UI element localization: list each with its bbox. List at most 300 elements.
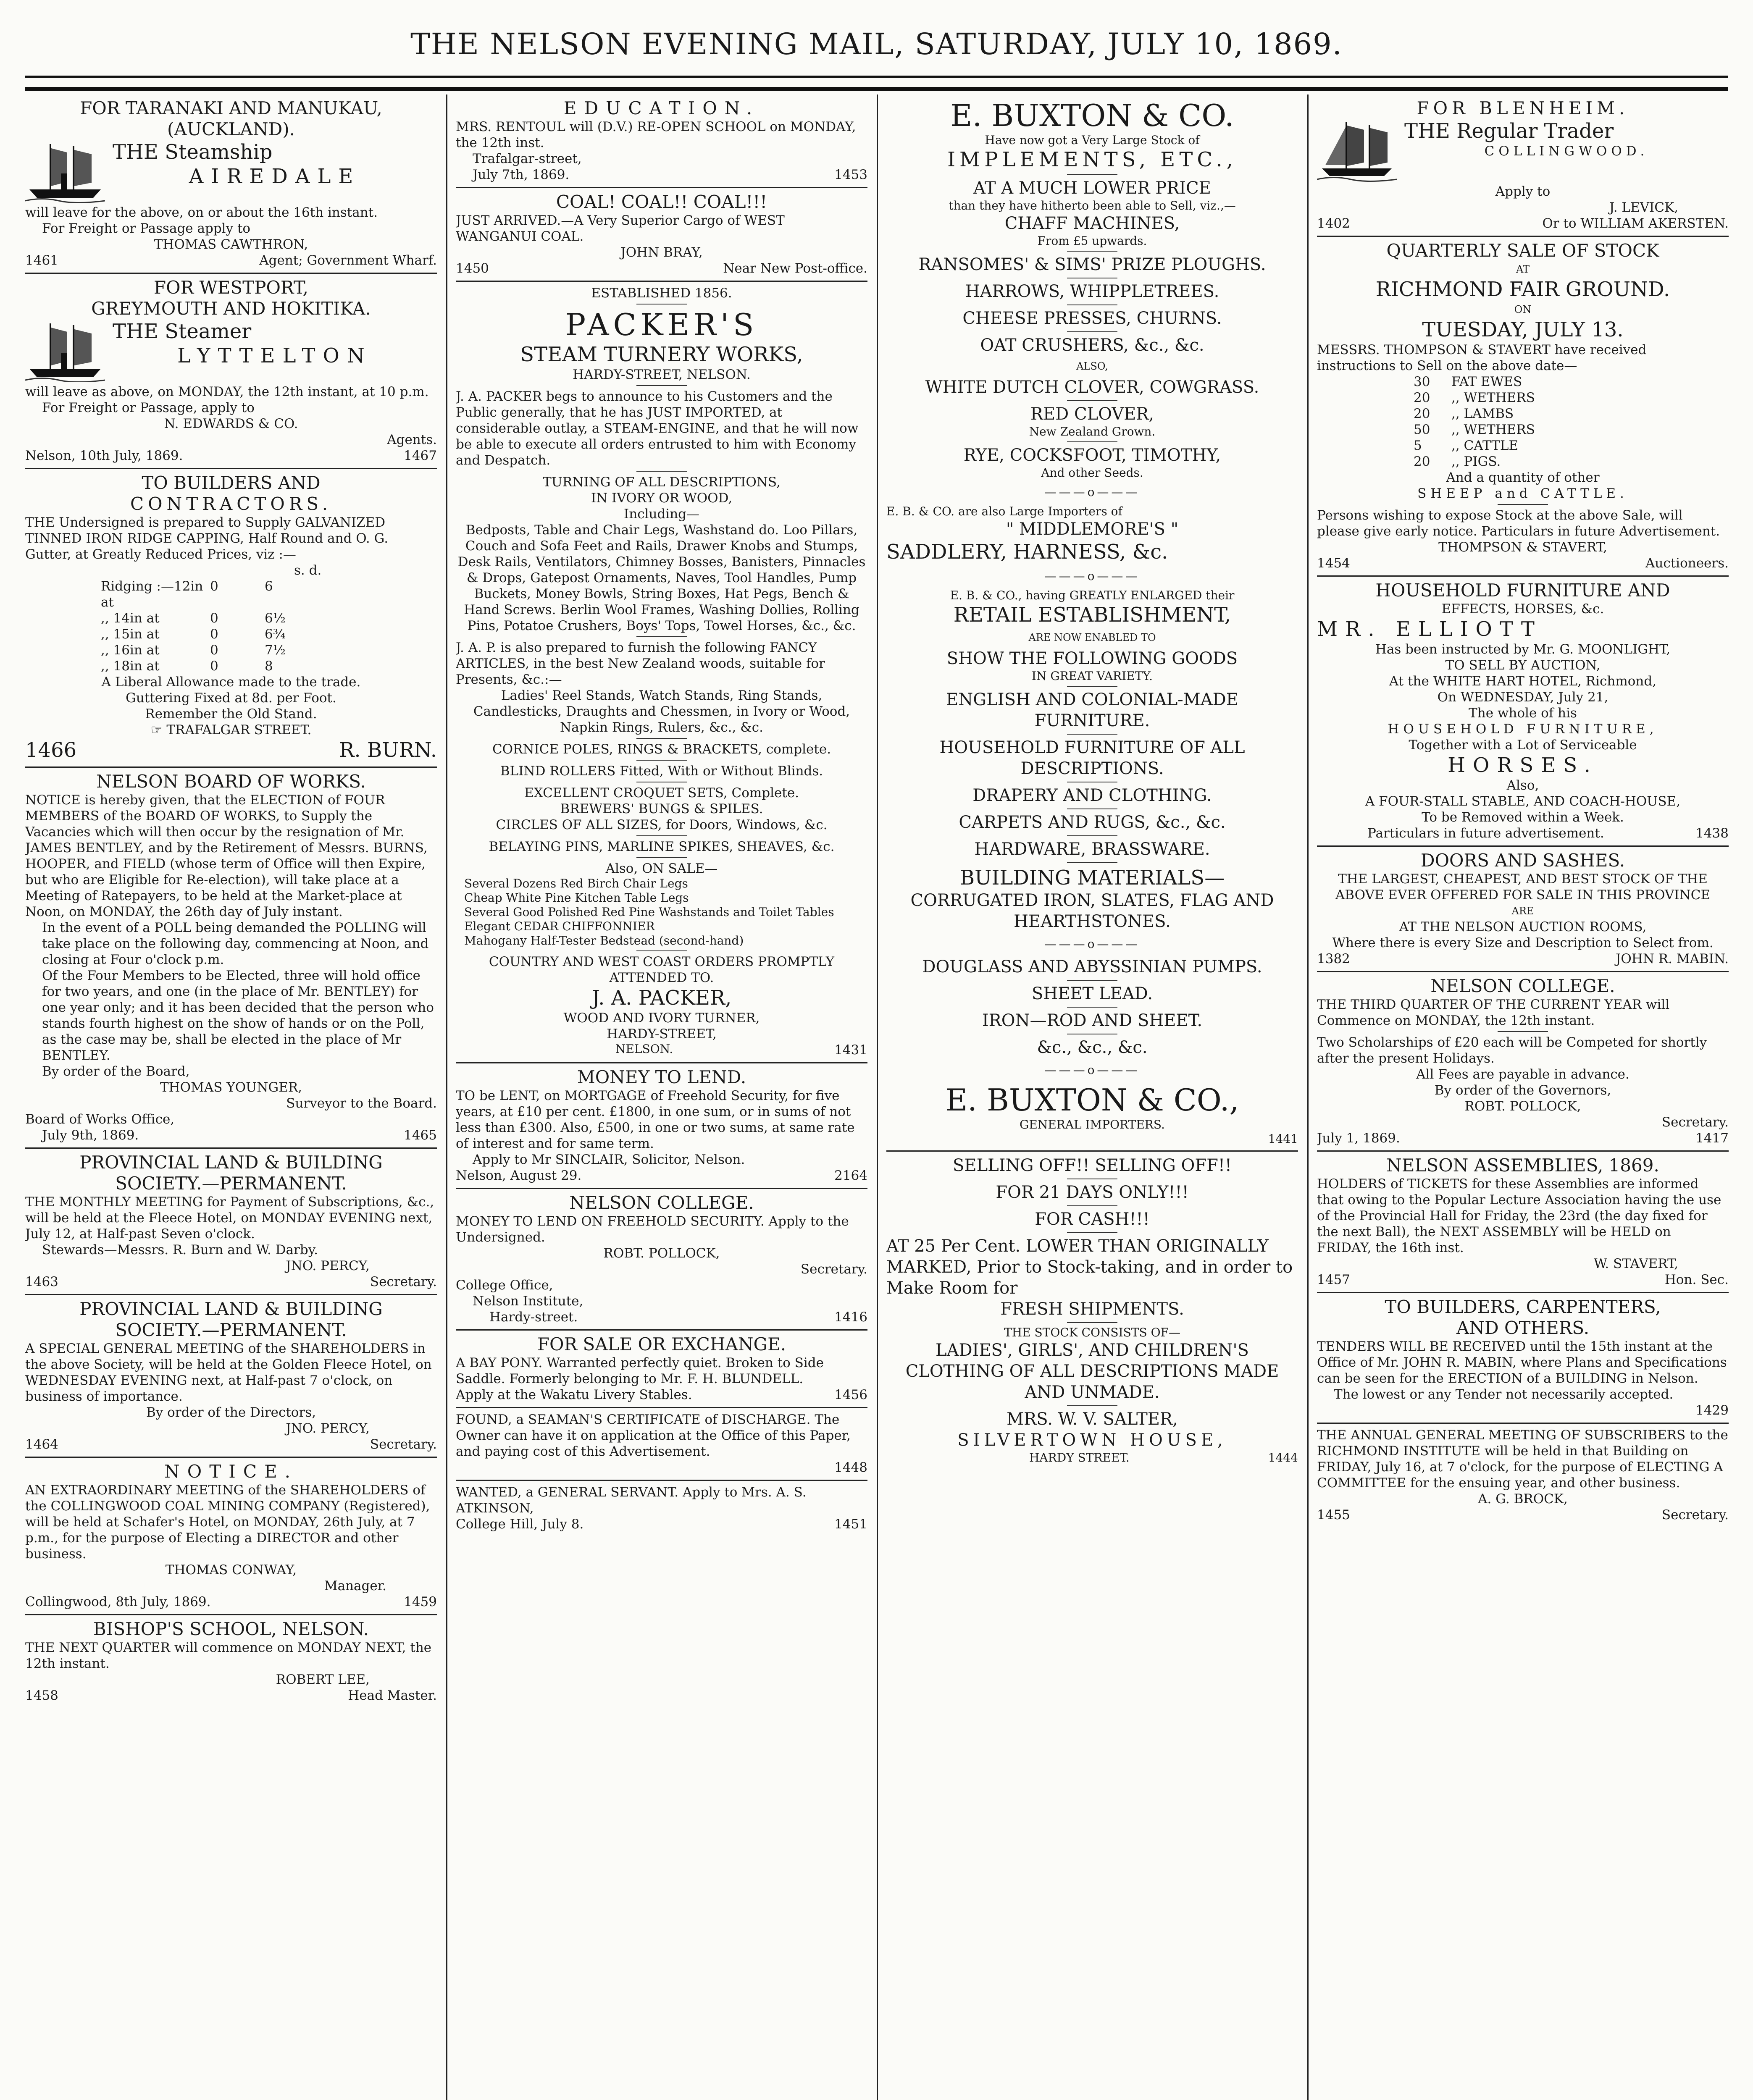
- signatory-title: Secretary.: [370, 1437, 437, 1452]
- ad-number: 1454: [1317, 556, 1350, 571]
- ornament: ———o———: [1044, 485, 1140, 499]
- stock-kind: ,, WETHERS: [1451, 422, 1535, 437]
- stock-count: 50: [1414, 422, 1430, 437]
- ship-name: COLLINGWOOD.: [1484, 144, 1649, 159]
- signatory-name: JNO. PERCY,: [286, 1258, 370, 1273]
- ad-heading: BISHOP'S SCHOOL, NELSON.: [93, 1619, 369, 1639]
- ad-line: IN GREAT VARIETY.: [1031, 669, 1153, 683]
- signatory-title: Secretary.: [1661, 1115, 1729, 1130]
- advertiser-name: JOHN R. MABIN.: [1615, 951, 1729, 966]
- ad-body: Persons wishing to expose Stock at the above Sale, will please give early notice. Particulars in future Advertisement.: [1317, 508, 1720, 539]
- column-divider: [446, 94, 447, 2100]
- price-row: [101, 610, 437, 626]
- stock-kind: FAT EWES: [1451, 374, 1522, 389]
- ad-subheading: EFFECTS, HORSES, &c.: [1441, 601, 1604, 617]
- price-row: [101, 626, 437, 642]
- ad-body: NOTICE is hereby given, that the ELECTION of FOUR MEMBERS of the BOARD OF WORKS, to Supply the Vacancies which will then occur by the resignation of Mr. JAMES BENTLEY, and by the Retirement of Messrs. BURNS, HOOPER, and FIELD (whose term of Office will then Expire, but who are Eligible for Re-election), will take place at a Meeting of Ratepayers, to be held at the Market-place at Noon, on MONDAY, the 26th day of July instant.: [25, 793, 428, 919]
- divider: [636, 636, 687, 637]
- sale-list: Several Dozens Red Birch Chair Legs Cheap White Pine Kitchen Table Legs Several Good Polished Red Pine Washstands and Toilet Tables Elegant CEDAR CHIFFONNIER Mahogany Half-Tester Bedstead (second-hand): [464, 877, 834, 948]
- ad-body: AT 25 Per Cent. LOWER THAN ORIGINALLY MARKED, Prior to Stock-taking, and in order to Make Room for: [886, 1236, 1293, 1298]
- ad-body: THE ANNUAL GENERAL MEETING OF SUBSCRIBERS to the RICHMOND INSTITUTE will be held in that Building on FRIDAY, July 16, at 7 o'clock, for the purpose of ELECTING A COMMITTEE for the ensuing year, and other business.: [1317, 1428, 1728, 1491]
- price-cell: 8: [265, 659, 273, 674]
- address: Hardy-street.: [489, 1310, 578, 1325]
- ad-line: THE Steamship: [113, 140, 273, 164]
- address: College Office,: [456, 1278, 553, 1293]
- ad-body: Has been instructed by Mr. G. MOONLIGHT,: [1375, 642, 1671, 657]
- ad-heading: EDUCATION.: [563, 98, 760, 118]
- stock-row: [1317, 374, 1729, 390]
- ad-body: FOUND, a SEAMAN'S CERTIFICATE of DISCHARGE. The Owner can have it on application at the Office of this Paper, and paying cost of this Advertisement.: [456, 1412, 851, 1459]
- ad-heading: DOORS AND SASHES.: [1420, 850, 1625, 871]
- ad-number: 1456: [834, 1387, 867, 1402]
- product-line: BELAYING PINS, MARLINE SPIKES, SHEAVES, &c.: [489, 839, 835, 854]
- ad-number: 1431: [834, 1042, 867, 1058]
- ad-bishops-school: [25, 1615, 437, 1708]
- ad-line: The whole of his: [1469, 706, 1577, 721]
- ad-body: In the event of a POLL being demanded the POLLING will take place on the following day, commencing at Noon, and closing at Four o'clock p.m.: [42, 920, 429, 967]
- ad-body: THE Undersigned is prepared to Supply GALVANIZED TINNED IRON RIDGE CAPPING, Half Round and O. G. Gutter, at Greatly Reduced Prices, viz :—: [25, 515, 389, 562]
- ad-heading: NOTICE.: [164, 1461, 298, 1482]
- pointing-hand-icon: ☞: [150, 722, 167, 738]
- ad-line: AT A MUCH LOWER PRICE: [973, 178, 1211, 198]
- ad-number: 1441: [1268, 1132, 1298, 1146]
- ship-name: LYTTELTON: [177, 344, 372, 368]
- ad-line: than they have hitherto been able to Sell, viz.,—: [949, 199, 1236, 213]
- divider: [636, 385, 687, 386]
- business-subtitle: STEAM TURNERY WORKS,: [520, 343, 803, 366]
- product-line: CIRCLES OF ALL SIZES, for Doors, Windows, &c.: [496, 817, 828, 832]
- divider: [1067, 441, 1117, 442]
- stock-list: [1317, 374, 1729, 470]
- ad-body: MRS. RENTOUL will (D.V.) RE-OPEN SCHOOL on MONDAY, the 12th inst.: [456, 119, 856, 150]
- address: Trafalgar-street,: [473, 151, 582, 166]
- ad-body: A BAY PONY. Warranted perfectly quiet. Broken to Side Saddle. Formerly belonging to Mr. F. H. BLUNDELL.: [456, 1355, 824, 1386]
- ad-number: 1382: [1317, 951, 1350, 966]
- divider: [1067, 251, 1117, 252]
- business-name: E. BUXTON & CO.: [950, 98, 1234, 133]
- ad-number: 1448: [834, 1460, 867, 1475]
- stock-kind: ,, CATTLE: [1451, 438, 1519, 453]
- ad-nelson-college-loan: [456, 1189, 867, 1331]
- ad-line: Together with a Lot of Serviceable: [1409, 738, 1637, 753]
- product-line: SHEET LEAD.: [1031, 984, 1153, 1003]
- product-note: From £5 upwards.: [1037, 234, 1147, 248]
- advertiser-name: MRS. W. V. SALTER,: [1007, 1410, 1178, 1429]
- stock-row: [1317, 438, 1729, 454]
- price-cell: 0: [210, 579, 218, 594]
- ad-body: will leave for the above, on or about the 16th instant.: [25, 205, 378, 220]
- product-line: CHEESE PRESSES, CHURNS.: [962, 309, 1222, 328]
- ad-number: 2164: [834, 1168, 867, 1183]
- divider: [1067, 174, 1117, 175]
- ad-number: 1461: [25, 253, 58, 268]
- ad-line: And a quantity of other: [1446, 470, 1600, 485]
- product-line: CORNICE POLES, RINGS & BRACKETS, complete.: [492, 742, 831, 757]
- divider: [1067, 331, 1117, 332]
- divider: [636, 857, 687, 858]
- advertiser-name: R. BURN.: [339, 738, 437, 762]
- ad-body: THE THIRD QUARTER OF THE CURRENT YEAR will Commence on MONDAY, the 12th instant.: [1317, 997, 1670, 1028]
- ad-number: 1444: [1268, 1451, 1298, 1465]
- price-cell: ,, 16in at: [101, 643, 160, 658]
- divider: [1067, 400, 1117, 401]
- price-cell: 6: [265, 579, 273, 594]
- address: NELSON.: [615, 1042, 673, 1056]
- sailing-ship-icon: [1317, 119, 1397, 182]
- signatory-title: Secretary.: [1661, 1507, 1729, 1522]
- product-note: New Zealand Grown.: [1029, 425, 1156, 438]
- ad-heading: FOR TARANAKI AND MANUKAU,: [80, 98, 382, 118]
- ad-heading: MONEY TO LEND.: [577, 1067, 746, 1087]
- ad-line: AT: [1516, 263, 1530, 275]
- product-line: CORRUGATED IRON, SLATES, FLAG AND HEARTHSTONES.: [910, 891, 1274, 931]
- ad-number: 1450: [456, 261, 489, 276]
- ad-coal: [456, 188, 867, 282]
- ad-date: July 9th, 1869.: [42, 1128, 139, 1143]
- product-line: OAT CRUSHERS, &c., &c.: [980, 336, 1204, 355]
- ad-heading: HOUSEHOLD FURNITURE AND: [1375, 580, 1670, 601]
- ad-line: A Liberal Allowance made to the trade.: [101, 675, 361, 690]
- product-line: CARPETS AND RUGS, &c., &c.: [959, 813, 1226, 832]
- ad-subheading: SOCIETY.—PERMANENT.: [115, 1173, 347, 1194]
- ad-line: At the WHITE HART HOTEL, Richmond,: [1389, 674, 1657, 689]
- price-cell: 0: [210, 643, 218, 658]
- stock-count: 20: [1414, 454, 1430, 469]
- agent-name: N. EDWARDS & CO.: [164, 416, 298, 431]
- ad-pony-sale: [456, 1331, 867, 1408]
- signatory-title: Secretary.: [800, 1262, 867, 1277]
- ad-line: Board of Works Office,: [25, 1112, 175, 1127]
- ad-heading: TO BUILDERS AND: [142, 472, 321, 493]
- stock-count: 30: [1414, 374, 1430, 389]
- ship-name: AIREDALE: [189, 165, 361, 188]
- ad-heading: SELLING OFF!! SELLING OFF!!: [952, 1156, 1232, 1175]
- business-name: E. BUXTON & CO.,: [945, 1082, 1239, 1118]
- column-3: [886, 94, 1298, 2100]
- address: TRAFALGAR STREET.: [166, 722, 312, 738]
- ad-number: 1416: [834, 1310, 867, 1325]
- ad-taranaki: [25, 94, 437, 274]
- ad-body: TENDERS WILL BE RECEIVED until the 15th instant at the Office of Mr. JOHN R. MABIN, where Plans and Specifications can be seen for the ERECTION of a BUILDING in Nelson.: [1317, 1339, 1727, 1386]
- signatory-title: Manager.: [324, 1578, 386, 1593]
- ad-subheading: RETAIL ESTABLISHMENT,: [953, 603, 1231, 627]
- ad-heading: COAL! COAL!! COAL!!!: [556, 192, 767, 212]
- signatory-title: Surveyor to the Board.: [286, 1096, 437, 1111]
- sailing-steamship-icon: [25, 140, 105, 203]
- ad-line: SHOW THE FOLLOWING GOODS: [946, 649, 1238, 668]
- ad-number: 1464: [25, 1437, 58, 1452]
- divider: [636, 760, 687, 761]
- stock-count: 20: [1414, 406, 1430, 421]
- stock-kind: ,, PIGS.: [1451, 454, 1501, 469]
- ad-line: FOR 21 DAYS ONLY!!!: [996, 1183, 1189, 1202]
- ad-subheading: TUESDAY, JULY 13.: [1422, 318, 1624, 341]
- divider: [1067, 1205, 1117, 1206]
- ad-body: will leave as above, on MONDAY, the 12th instant, at 10 p.m.: [25, 384, 429, 399]
- product-line: SADDLERY, HARNESS, &c.: [886, 540, 1168, 564]
- established-line: ESTABLISHED 1856.: [591, 286, 732, 301]
- ad-number: 1451: [834, 1517, 867, 1532]
- ad-board-of-works: [25, 768, 437, 1149]
- ad-subheading: IMPLEMENTS, ETC.,: [947, 148, 1237, 171]
- divider: [1067, 734, 1117, 735]
- ad-subheading: IN IVORY OR WOOD,: [591, 491, 733, 506]
- ad-heading: QUARTERLY SALE OF STOCK: [1386, 240, 1659, 261]
- ad-body: THE NEXT QUARTER will commence on MONDAY NEXT, the 12th instant.: [25, 1640, 432, 1671]
- ad-wanted-servant: [456, 1481, 867, 1536]
- ad-nelson-assemblies: [1317, 1152, 1729, 1293]
- agent-title: Agents.: [387, 432, 437, 447]
- signatory-name: ROBERT LEE,: [276, 1672, 370, 1687]
- ad-line: For Freight or Passage, apply to: [42, 400, 255, 415]
- ad-line: By order of the Board,: [42, 1064, 190, 1079]
- price-row: [101, 578, 437, 610]
- ornament: ———o———: [1044, 569, 1140, 583]
- agent-name: J. LEVICK,: [1609, 200, 1678, 215]
- product-line: HOUSEHOLD FURNITURE OF ALL DESCRIPTIONS.: [939, 738, 1245, 778]
- ad-line: For Freight or Passage apply to: [42, 221, 251, 236]
- product-list: Bedposts, Table and Chair Legs, Washstand do. Loo Pillars, Couch and Sofa Feet and Rails, Drawer Knobs and Stumps, Desk Rails, Ventilators, Chimney Bosses, Banisters, Pinnacles & Drops, Gatepost Ornaments, Naves, Tool Handles, Pump Buckets, Money Bowls, String Boxes, Hat Pegs, Bench & Hand Screws. Berlin Wool Frames, Washing Dollies, Rolling Pins, Potatoe Crushers, Boys' Tops, Towel Horses, &c., &c.: [457, 522, 866, 633]
- ornament: ———o———: [1044, 1063, 1140, 1077]
- ad-heading: FOR BLENHEIM.: [1417, 98, 1629, 118]
- signatory-title: Secretary.: [370, 1274, 437, 1289]
- ad-heading: FOR WESTPORT,: [154, 277, 308, 298]
- ad-line: Also, ON SALE—: [605, 861, 718, 876]
- ad-subheading: AND OTHERS.: [1456, 1318, 1590, 1338]
- address: College Hill, July 8.: [456, 1517, 584, 1532]
- divider: [1067, 1405, 1117, 1406]
- ad-nelson-college-quarter: [1317, 972, 1729, 1152]
- price-cell: 0: [210, 627, 218, 642]
- price-row: [101, 642, 437, 658]
- ad-line: ARE NOW ENABLED TO: [1028, 632, 1156, 643]
- ad-subheading: HOUSEHOLD FURNITURE,: [1388, 722, 1658, 737]
- ad-subheading: (AUCKLAND).: [167, 119, 295, 139]
- ad-body: Two Scholarships of £20 each will be Competed for shortly after the present Holidays.: [1317, 1035, 1707, 1066]
- ad-line: THE Steamer: [113, 320, 252, 343]
- product-line: RED CLOVER,: [1030, 404, 1154, 424]
- ad-number: 1465: [404, 1128, 437, 1143]
- ad-line: FOR CASH!!!: [1035, 1210, 1150, 1229]
- ad-heading: NELSON COLLEGE.: [1430, 976, 1615, 996]
- advertiser-title: WOOD AND IVORY TURNER,: [563, 1011, 760, 1026]
- ad-line: Stewards—Messrs. R. Burn and W. Darby.: [42, 1242, 318, 1257]
- ad-number: 1459: [404, 1594, 437, 1609]
- business-subtitle: GENERAL IMPORTERS.: [1020, 1118, 1165, 1131]
- price-cell: Ridging :—12in at: [101, 579, 203, 610]
- price-row: [101, 658, 437, 674]
- ad-body: TO be LENT, on MORTGAGE of Freehold Security, for five years, at £10 per cent. £1800, in one sum, or in sums of not less than £300. Also, £500, in one or two sums, at same rate of interest and for same term.: [456, 1088, 855, 1151]
- signatory-title: Head Master.: [348, 1688, 437, 1703]
- product-line: EXCELLENT CROQUET SETS, Complete.: [524, 785, 799, 801]
- ad-body: MESSRS. THOMPSON & STAVERT have received instructions to Sell on the above date—: [1317, 342, 1647, 373]
- product-line: HARROWS, WHIPPLETREES.: [965, 282, 1219, 301]
- product-line: HARDWARE, BRASSWARE.: [974, 840, 1210, 859]
- ad-heading: PROVINCIAL LAND & BUILDING: [79, 1299, 383, 1319]
- product-note: And other Seeds.: [1041, 466, 1143, 480]
- ad-heading: NELSON ASSEMBLIES, 1869.: [1386, 1155, 1659, 1176]
- stock-row: [1317, 390, 1729, 406]
- table-header: s. d.: [294, 563, 322, 578]
- auctioneer-name: MR. ELLIOTT: [1317, 617, 1542, 641]
- business-name: PACKER'S: [565, 307, 758, 342]
- stock-kind: ,, WETHERS: [1451, 390, 1535, 405]
- divider: [636, 471, 687, 472]
- address: HARDY-STREET, NELSON.: [573, 367, 751, 382]
- product-line: RYE, COCKSFOOT, TIMOTHY,: [963, 446, 1221, 465]
- ad-line: Apply to: [1495, 184, 1551, 199]
- ad-line: Apply to Mr SINCLAIR, Solicitor, Nelson.: [473, 1152, 745, 1167]
- ad-number: 1466: [25, 738, 77, 762]
- ad-subheading: RICHMOND FAIR GROUND.: [1375, 278, 1670, 301]
- ad-body: THE LARGEST, CHEAPEST, AND BEST STOCK OF THE ABOVE EVER OFFERED FOR SALE IN THIS PROVINCE: [1335, 872, 1711, 903]
- ad-education: [456, 94, 867, 188]
- advertiser-title: Auctioneers.: [1645, 556, 1729, 571]
- ad-buxton: [886, 94, 1298, 1152]
- signatory-name: W. STAVERT,: [1593, 1256, 1678, 1271]
- divider: [636, 950, 687, 951]
- product-line: CHAFF MACHINES,: [1004, 214, 1180, 233]
- ad-notice-collingwood: [25, 1458, 437, 1615]
- ad-body: THE MONTHLY MEETING for Payment of Subscriptions, &c., will be held at the Fleece Hotel, on MONDAY EVENING next, July 12, at Half-past Seven o'clock.: [25, 1194, 434, 1242]
- divider: [1067, 980, 1117, 981]
- product-line: DRAPERY AND CLOTHING.: [972, 786, 1212, 805]
- ad-line: Remember the Old Stand.: [145, 706, 317, 722]
- ad-line: Apply at the Wakatu Livery Stables.: [456, 1387, 692, 1402]
- price-cell: 0: [210, 659, 218, 674]
- column-1: [25, 94, 437, 2100]
- ad-line: Have now got a Very Large Stock of: [985, 133, 1200, 147]
- divider: [636, 835, 687, 836]
- divider: [1067, 1232, 1117, 1233]
- divider: [1498, 1031, 1548, 1032]
- stock-row: [1317, 406, 1729, 422]
- ad-westport: [25, 274, 437, 469]
- ad-packer-turnery: [456, 282, 867, 1063]
- agent-name: Or to WILLIAM AKERSTEN.: [1542, 216, 1729, 231]
- ad-line: By order of the Governors,: [1434, 1083, 1611, 1098]
- ad-subheading: GREYMOUTH AND HOKITIKA.: [91, 298, 371, 319]
- advertiser-name: JOHN BRAY,: [620, 245, 703, 260]
- ad-line: On WEDNESDAY, July 21,: [1437, 690, 1608, 705]
- ad-number: 1438: [1695, 826, 1729, 841]
- advertiser-name: THOMPSON & STAVERT,: [1438, 540, 1607, 555]
- ad-line: Particulars in future advertisement.: [1367, 826, 1604, 841]
- ad-builders-contractors: [25, 469, 437, 768]
- ad-doors-sashes: [1317, 847, 1729, 972]
- divider: [1067, 1007, 1117, 1008]
- column-divider: [877, 94, 878, 2100]
- signatory-name: JNO. PERCY,: [286, 1421, 370, 1436]
- ad-heading: PROVINCIAL LAND & BUILDING: [79, 1152, 383, 1173]
- masthead: THE NELSON EVENING MAIL, SATURDAY, JULY 10, 1869.: [410, 27, 1343, 61]
- product-line: DOUGLASS AND ABYSSINIAN PUMPS.: [922, 957, 1262, 976]
- product-line: BLIND ROLLERS Fitted, With or Without Blinds.: [500, 764, 823, 779]
- ad-line: The lowest or any Tender not necessarily accepted.: [1334, 1387, 1674, 1402]
- ad-date: Nelson, 10th July, 1869.: [25, 448, 183, 463]
- stock-kind: ,, LAMBS: [1451, 406, 1514, 421]
- ad-line: ALSO,: [1076, 360, 1108, 372]
- divider: [636, 738, 687, 739]
- price-cell: ,, 14in at: [101, 611, 160, 626]
- divider: [1067, 1322, 1117, 1323]
- ad-date: July 1, 1869.: [1317, 1131, 1400, 1146]
- product-line: IRON—ROD AND SHEET.: [982, 1011, 1203, 1030]
- address: Near New Post-office.: [723, 261, 867, 276]
- ad-line: THE STOCK CONSISTS OF—: [1004, 1326, 1180, 1339]
- ad-line: SHEEP and CATTLE.: [1417, 486, 1628, 501]
- signatory-name: ROBT. POLLOCK,: [603, 1246, 720, 1261]
- business-name: SILVERTOWN HOUSE,: [957, 1431, 1227, 1450]
- ornament: ———o———: [1044, 937, 1140, 951]
- price-cell: 6¾: [265, 627, 286, 642]
- ad-number: 1417: [1695, 1131, 1729, 1146]
- ad-heading: NELSON COLLEGE.: [569, 1192, 754, 1213]
- price-cell: 6½: [265, 611, 286, 626]
- agent-name: THOMAS CAWTHRON,: [154, 237, 308, 252]
- advertiser-name: J. A. PACKER,: [591, 986, 732, 1010]
- divider: [1067, 835, 1117, 836]
- divider: [1067, 808, 1117, 809]
- ad-body: JUST ARRIVED.—A Very Superior Cargo of WEST WANGANUI COAL.: [456, 213, 785, 244]
- ad-body: J. A. PACKER begs to announce to his Customers and the Public generally, that he has JUST IMPORTED, at considerable outlay, a STEAM-ENGINE, and that he will now be able to execute all orders entrusted to him with Economy and Despatch.: [456, 389, 859, 468]
- product-line: RANSOMES' & SIMS' PRIZE PLOUGHS.: [918, 255, 1266, 274]
- ad-body: AN EXTRAORDINARY MEETING of the SHAREHOLDERS of the COLLINGWOOD COAL MINING COMPANY (Registered), will be held at Schafer's Hotel, on MONDAY, 26th July, at 7 p.m., for the purpose of Electing a DIRECTOR and other business.: [25, 1483, 430, 1562]
- signatory-name: A. G. BROCK,: [1478, 1491, 1568, 1507]
- ad-number: 1467: [404, 448, 437, 463]
- ad-selling-off: [886, 1152, 1298, 1469]
- column-2: [456, 94, 867, 2100]
- ad-line: By order of the Directors,: [146, 1405, 316, 1420]
- ad-household-furniture-auction: [1317, 577, 1729, 847]
- ad-line: COUNTRY AND WEST COAST ORDERS PROMPTLY ATTENDED TO.: [489, 954, 835, 985]
- address: HARDY-STREET,: [607, 1026, 717, 1042]
- ad-line: A FOUR-STALL STABLE, AND COACH-HOUSE,: [1365, 794, 1681, 809]
- ad-line: AT THE NELSON AUCTION ROOMS,: [1399, 919, 1647, 934]
- price-cell: ,, 18in at: [101, 659, 160, 674]
- ad-money-to-lend: [456, 1063, 867, 1189]
- address: Nelson Institute,: [473, 1294, 583, 1309]
- ad-subheading: SOCIETY.—PERMANENT.: [115, 1320, 347, 1340]
- ad-body: HOLDERS of TICKETS for these Assemblies are informed that owing to the Popular Lecture Association having the use of the Provincial Hall for Friday, the 23rd (the day fixed for the next Ball), the NEXT ASSEMBLY will be HELD on FRIDAY, the 16th inst.: [1317, 1176, 1721, 1255]
- ad-line: Where there is every Size and Description to Select from.: [1332, 935, 1714, 950]
- ad-provincial-1: [25, 1149, 437, 1295]
- ad-date: Collingwood, 8th July, 1869.: [25, 1594, 211, 1609]
- price-cell: 7½: [265, 643, 286, 658]
- signatory-name: ROBT. POLLOCK,: [1464, 1099, 1581, 1114]
- price-cell: ,, 15in at: [101, 627, 160, 642]
- ad-body: Of the Four Members to be Elected, three will hold office for two years, and one (in the place of Mr. BENTLEY) for one year only; and it has been decided that the person who stands fourth highest on the show of hands or on the Poll, as the case may be, shall be elected in the place of Mr BENTLEY.: [42, 968, 434, 1063]
- ad-line: E. B. & CO., having GREATLY ENLARGED their: [950, 588, 1235, 602]
- product-line: WHITE DUTCH CLOVER, COWGRASS.: [925, 378, 1259, 397]
- column-4: [1317, 94, 1729, 2100]
- ad-blenheim: [1317, 94, 1729, 237]
- ad-heading: NELSON BOARD OF WORKS.: [96, 771, 366, 792]
- stock-row: [1317, 422, 1729, 438]
- stock-row: [1317, 454, 1729, 470]
- ad-subheading: CONTRACTORS.: [130, 494, 332, 514]
- ad-found-certificate: [456, 1408, 867, 1481]
- ad-body: A SPECIAL GENERAL MEETING of the SHAREHOLDERS in the above Society, will be held at the Golden Fleece Hotel, on WEDNESDAY EVENING next, at Half-past 7 o'clock, on business of importance.: [25, 1341, 432, 1404]
- ad-line: All Fees are payable in advance.: [1416, 1067, 1629, 1082]
- ad-tenders: [1317, 1293, 1729, 1424]
- ad-line: To be Removed within a Week.: [1422, 810, 1624, 825]
- ad-line: FRESH SHIPMENTS.: [1000, 1299, 1184, 1319]
- ad-date: Nelson, August 29.: [456, 1168, 582, 1183]
- divider: [1067, 304, 1117, 305]
- stock-count: 5: [1414, 438, 1422, 453]
- ad-heading: TO BUILDERS, CARPENTERS,: [1385, 1297, 1661, 1317]
